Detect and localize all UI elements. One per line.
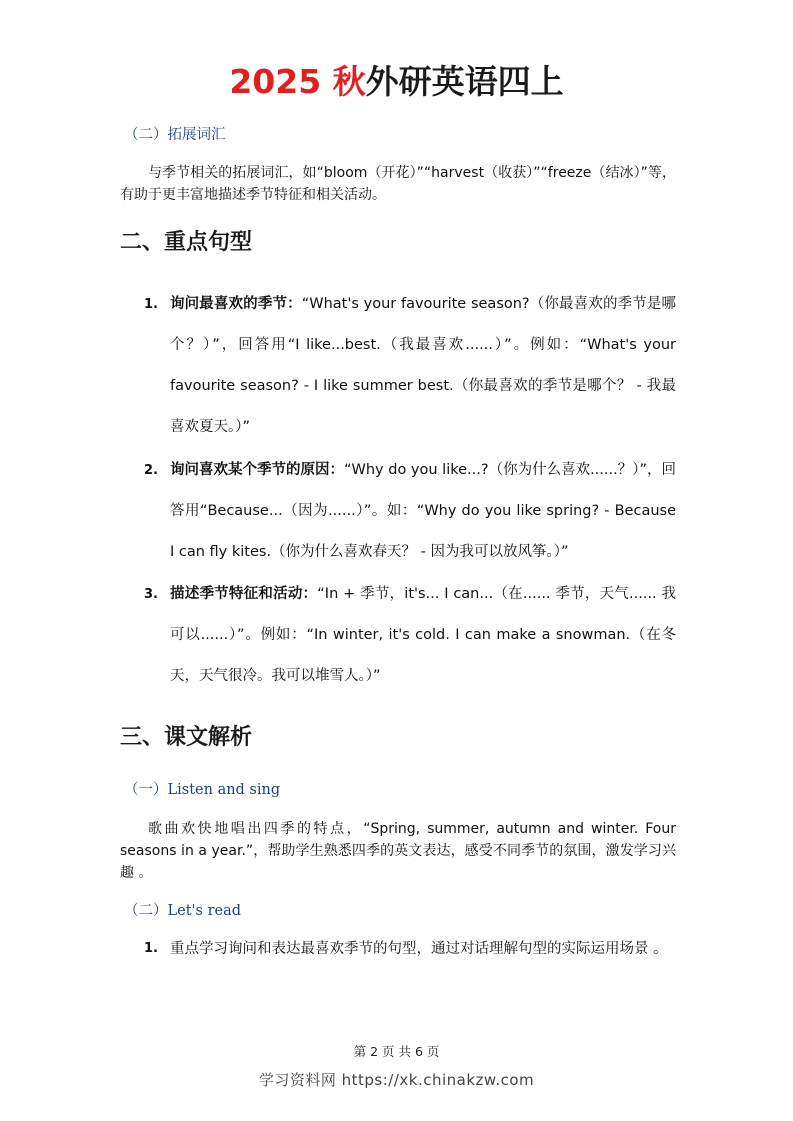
listen-sing-text: 歌曲欢快地唱出四季的特点，“Spring, summer, autumn and winter. Four seasons in a year.”，帮助学生熟悉四季的英文表达，感受不同季节的氛围，激发学习兴趣 。 — [120, 821, 676, 881]
lets-read-heading: （二）Let's read — [124, 903, 242, 919]
title-subject: 外研英语四上 — [365, 62, 564, 101]
item-lead: 询问最喜欢的季节： — [170, 296, 302, 312]
item-text: “What's your favourite season?（你最喜欢的季节是哪个？）”，回答用“I like...best.（我最喜欢......）”。例如：“What's your favourite season? - I like summer best.（你最喜欢的季节是哪个？ - 我最喜欢夏天。）” — [170, 296, 676, 435]
item-number: 3. — [144, 587, 158, 602]
sentence-item-1 — [144, 284, 676, 448]
title-season: 秋 — [332, 62, 366, 101]
sentence-item-3 — [144, 574, 676, 697]
vocab-paragraph — [120, 162, 676, 206]
item-number: 1. — [144, 941, 158, 956]
item-lead: 描述季节特征和活动： — [170, 586, 318, 602]
item-text: 重点学习询问和表达最喜欢季节的句型，通过对话理解句型的实际运用场景 。 — [170, 941, 668, 957]
page-title — [0, 60, 793, 104]
section2-heading: 二、重点句型 — [120, 230, 253, 255]
item-lead: 询问喜欢某个季节的原因： — [170, 462, 345, 478]
item-number: 2. — [144, 463, 158, 478]
sentence-item-2 — [144, 450, 676, 573]
listen-sing-paragraph — [120, 818, 676, 884]
title-year: 2025 — [229, 62, 322, 101]
watermark-link[interactable]: 学习资料网 https://xk.chinakzw.com — [258, 1071, 535, 1089]
vocab-text: 与季节相关的拓展词汇，如“bloom（开花）”“harvest（收获）”“freeze（结冰）”等，有助于更丰富地描述季节特征和相关活动。 — [120, 165, 676, 203]
item-text: “In + 季节，it's... I can...（在...... 季节，天气...... 我可以......）”。例如：“In winter, it's cold. I can make a snowman.（在冬天，天气很冷。我可以堆雪人。）” — [170, 586, 677, 684]
item-number: 1. — [144, 297, 158, 312]
item-text: “Why do you like...?（你为什么喜欢......？）”，回答用“Because...（因为......）”。如：“Why do you like spring? - Because I can fly kites.（你为什么喜欢春天？ - 因为我可以放风筝。）” — [170, 462, 676, 560]
read-item-1 — [144, 938, 676, 960]
section3-heading: 三、课文解析 — [120, 725, 253, 750]
page-number: 第 2 页 共 6 页 — [353, 1044, 440, 1059]
listen-sing-heading: （一）Listen and sing — [124, 782, 281, 798]
vocab-heading: （二）拓展词汇 — [124, 127, 226, 143]
